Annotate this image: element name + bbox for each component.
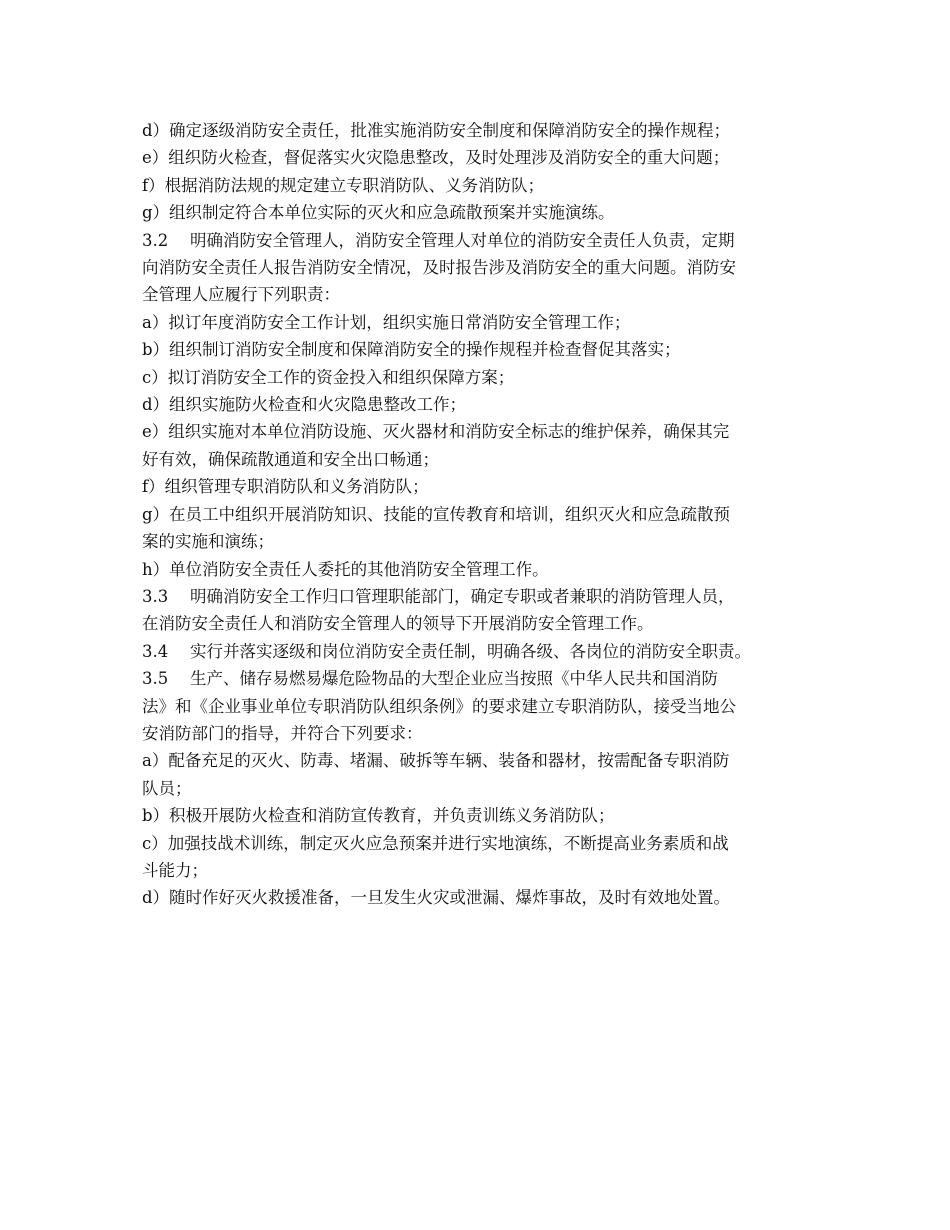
text-line: g）组织制定符合本单位实际的灭火和应急疏散预案并实施演练。 xyxy=(142,203,615,223)
text-line: d）确定逐级消防安全责任，批准实施消防安全制度和保障消防安全的操作规程； xyxy=(142,121,731,140)
text-line: c）拟订消防安全工作的资金投入和组织保障方案； xyxy=(142,367,515,387)
text-line: 安消防部门的指导，并符合下列要求： xyxy=(142,723,423,743)
text-line: 全管理人应履行下列职责： xyxy=(142,285,340,305)
text-line: 队员； xyxy=(142,778,192,798)
text-line: d）组织实施防火检查和火灾隐患整改工作； xyxy=(142,395,467,415)
section-3-3-line: 3.3 明确消防安全工作归口管理职能部门，确定专职或者兼职的消防管理人员， xyxy=(142,586,735,606)
text-line: 法》和《企业事业单位专职消防队组织条例》的要求建立专职消防队，接受当地公 xyxy=(142,696,736,716)
text-line: f）组织管理专职消防队和义务消防队； xyxy=(142,477,429,497)
text-line: b）积极开展防火检查和消防宣传教育，并负责训练义务消防队； xyxy=(142,806,615,826)
text-line: 斗能力； xyxy=(142,860,208,880)
text-line: d）随时作好灭火救援准备，一旦发生火灾或泄漏、爆炸事故，及时有效地处置。 xyxy=(142,888,731,908)
section-3-2-line: 3.2 明确消防安全管理人，消防安全管理人对单位的消防安全责任人负责，定期 xyxy=(142,230,735,250)
document-body xyxy=(142,117,822,912)
text-line: f）根据消防法规的规定建立专职消防队、义务消防队； xyxy=(142,175,545,195)
text-line: 好有效，确保疏散通道和安全出口畅通； xyxy=(142,449,439,469)
text-line: a）配备充足的灭火、防毒、堵漏、破拆等车辆、装备和器材，按需配备专职消防 xyxy=(142,751,730,771)
section-3-5-line: 3.5 生产、储存易燃易爆危险物品的大型企业应当按照《中华人民共和国消防 xyxy=(142,669,718,689)
text-line: e）组织实施对本单位消防设施、灭火器材和消防安全标志的维护保养，确保其完 xyxy=(142,422,730,442)
text-line: 在消防安全责任人和消防安全管理人的领导下开展消防安全管理工作。 xyxy=(142,614,654,634)
text-line: e）组织防火检查，督促落实火灾隐患整改，及时处理涉及消防安全的重大问题； xyxy=(142,148,730,168)
section-3-4-line: 3.4 实行并落实逐级和岗位消防安全责任制，明确各级、各岗位的消防安全职责。 xyxy=(142,641,751,661)
text-line: b）组织制订消防安全制度和保障消防安全的操作规程并检查督促其落实； xyxy=(142,340,681,360)
text-line: h）单位消防安全责任人委托的其他消防安全管理工作。 xyxy=(142,559,549,579)
text-line: 向消防安全责任人报告消防安全情况，及时报告涉及消防安全的重大问题。消防安 xyxy=(142,258,736,278)
text-line: g）在员工中组织开展消防知识、技能的宣传教育和培训，组织灭火和应急疏散预 xyxy=(142,504,731,524)
text-line: a）拟订年度消防安全工作计划，组织实施日常消防安全管理工作； xyxy=(142,312,631,332)
text-line: 案的实施和演练； xyxy=(142,532,274,552)
text-line: c）加强技战术训练，制定灭火应急预案并进行实地演练，不断提高业务素质和战 xyxy=(142,833,729,853)
